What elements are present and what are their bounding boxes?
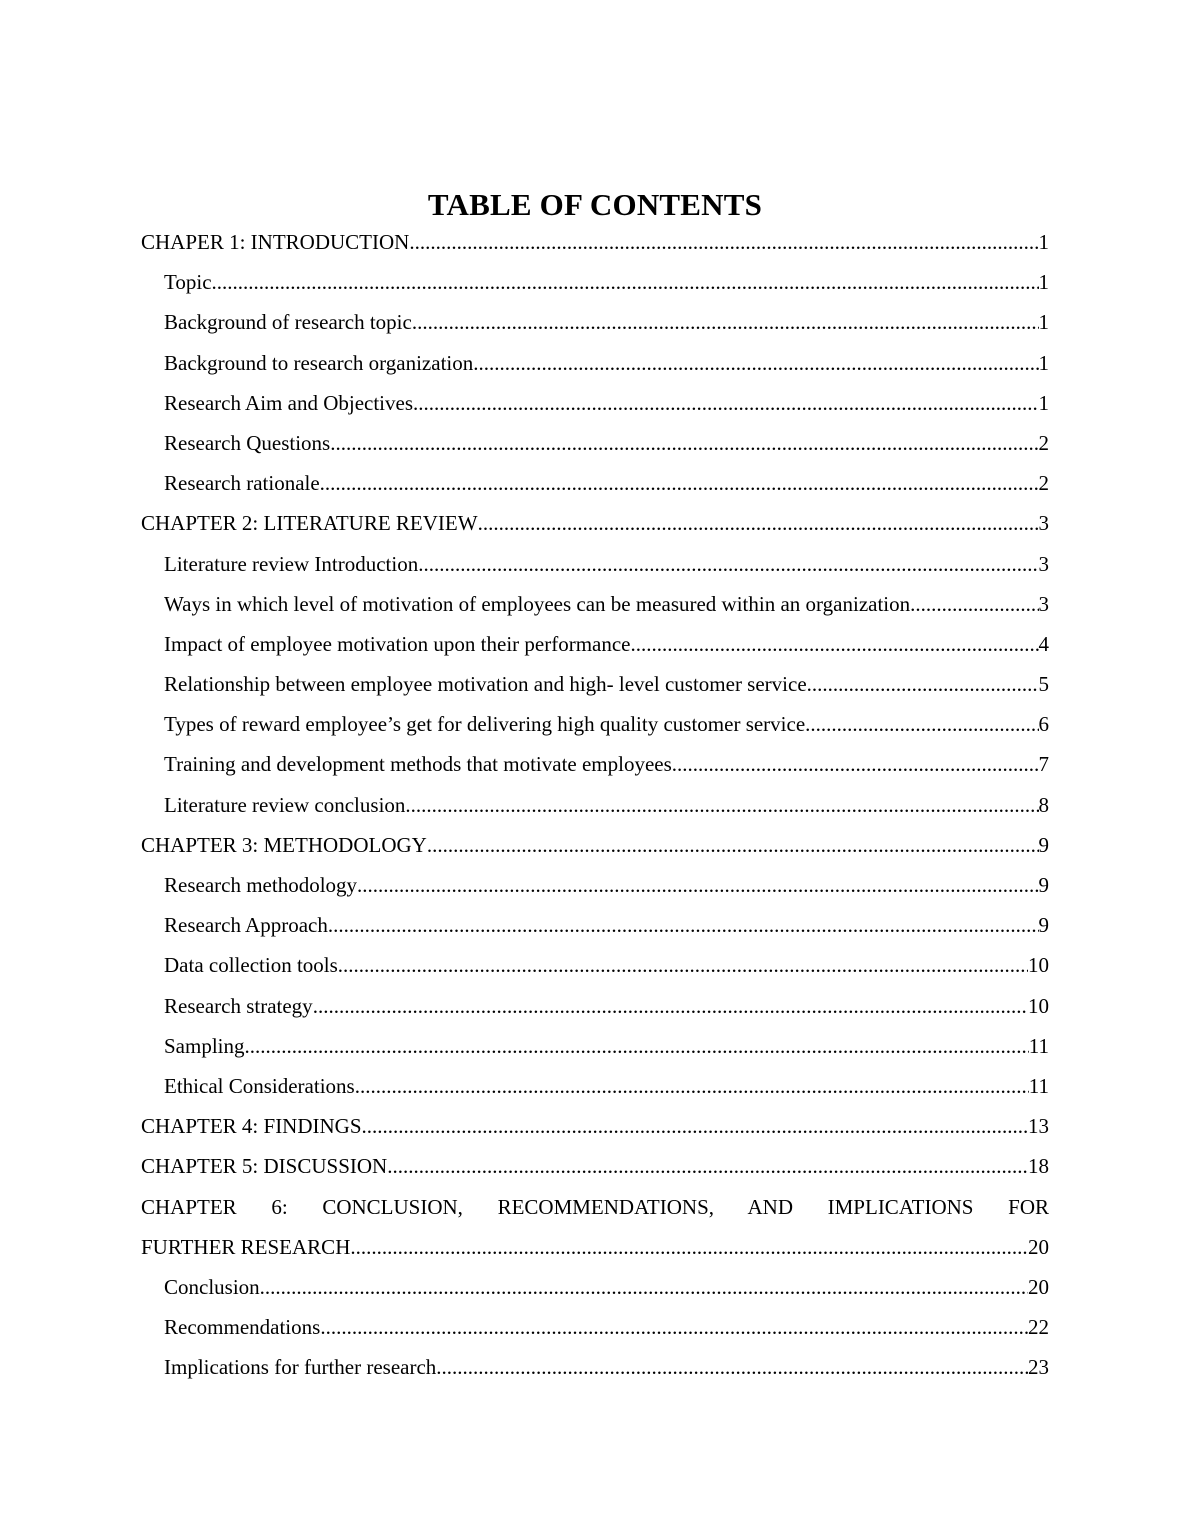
toc-entry-ethical-considerations[interactable] [141,1070,1049,1110]
dot-leader [338,949,1028,981]
toc-page-number: 20 [1028,1274,1049,1299]
dot-leader [260,1271,1028,1303]
toc-page-number: 1 [1038,270,1049,295]
toc-entry-research-methodology[interactable] [141,869,1049,909]
toc-entry-label: Literature review conclusion [164,792,406,817]
dot-leader [245,1030,1029,1062]
toc-entry-label: Types of reward employee’s get for delivering high quality customer service [164,712,806,737]
toc-entry-label: Impact of employee motivation upon their performance [164,631,631,656]
dot-leader [418,548,1038,580]
toc-entry-background-organization[interactable] [141,347,1049,387]
toc-entry-label: Research strategy [164,993,313,1018]
toc-entry-label: Implications for further research [164,1355,437,1380]
toc-page-number: 2 [1038,430,1049,455]
toc-entry-chapter-1[interactable] [141,226,1049,266]
toc-page-number: 1 [1038,310,1049,335]
dot-leader [807,668,1039,700]
toc-page-number: 1 [1038,350,1049,375]
toc-entry-chapter-6-line-2[interactable] [141,1231,1049,1271]
table-of-contents [141,226,1049,1391]
toc-page-number: 11 [1028,1073,1049,1098]
dot-leader [436,1351,1028,1383]
dot-leader [212,266,1039,298]
toc-entry-topic[interactable] [141,266,1049,306]
toc-entry-research-strategy[interactable] [141,990,1049,1030]
toc-entry-label: Recommendations [164,1315,321,1340]
dot-leader [409,226,1038,258]
toc-entry-label: CHAPTER 2: LITERATURE REVIEW [141,511,478,536]
toc-page-number: 1 [1038,390,1049,415]
toc-entry-label: Training and development methods that motivate employees [164,752,672,777]
dot-leader [910,588,1038,620]
toc-entry-label: Ethical Considerations [164,1073,355,1098]
toc-entry-training-methods[interactable] [141,748,1049,788]
toc-entry-label: FURTHER RESEARCH [141,1234,351,1259]
dot-leader [355,1070,1029,1102]
toc-page-number: 10 [1028,993,1049,1018]
toc-entry-label: Ways in which level of motivation of employees can be measured within an organization [164,591,911,616]
dot-leader [473,347,1038,379]
toc-page-number: 13 [1028,1114,1049,1139]
toc-entry-label: Literature review Introduction [164,551,419,576]
toc-entry-label: Background to research organization [164,350,474,375]
dot-leader [320,467,1039,499]
toc-entry-motivation-impact[interactable] [141,628,1049,668]
dot-leader [330,427,1038,459]
toc-entry-research-approach[interactable] [141,909,1049,949]
toc-entry-label: Sampling [164,1033,245,1058]
toc-entry-label: CHAPTER 3: METHODOLOGY [141,832,427,857]
dot-leader [427,829,1039,861]
toc-entry-literature-conclusion[interactable] [141,789,1049,829]
toc-page-number: 5 [1038,672,1049,697]
toc-page-number: 4 [1038,631,1049,656]
toc-page-number: 22 [1028,1315,1049,1340]
toc-entry-label: CHAPTER 4: FINDINGS [141,1114,362,1139]
toc-page-number: 9 [1038,873,1049,897]
toc-entry-label: Research Aim and Objectives [164,390,414,415]
toc-entry-reward-types[interactable] [141,708,1049,748]
toc-page-number: 8 [1038,792,1049,817]
toc-entry-research-rationale[interactable] [141,467,1049,507]
toc-page-number: 6 [1038,712,1049,737]
toc-entry-label: Research rationale [164,471,320,496]
toc-entry-label: Topic [164,270,212,295]
toc-page-number: 23 [1028,1355,1049,1380]
toc-entry-aim-objectives[interactable] [141,387,1049,427]
toc-entry-label: Relationship between employee motivation and high- level customer service [164,672,807,697]
toc-page-number: 3 [1038,591,1049,616]
toc-page-number: 10 [1028,953,1049,978]
toc-entry-label: Data collection tools [164,953,338,978]
dot-leader [412,306,1039,338]
dot-leader [672,748,1039,780]
toc-page-number: 7 [1038,752,1049,777]
toc-entry-chapter-2[interactable] [141,507,1049,547]
dot-leader [313,990,1028,1022]
toc-page-number: 11 [1028,1033,1049,1058]
toc-entry-chapter-6-line-1[interactable]: CHAPTER 6: CONCLUSION, RECOMMENDATIONS, AND IMPLICATIONS FOR [141,1194,1049,1219]
toc-entry-chapter-5[interactable] [141,1150,1049,1190]
toc-entry-recommendations[interactable] [141,1311,1049,1351]
toc-entry-label: Research Questions [164,430,331,455]
toc-entry-motivation-service[interactable] [141,668,1049,708]
toc-entry-label: Background of research topic [164,310,412,335]
toc-page-number: 3 [1038,551,1049,576]
dot-leader [362,1110,1028,1142]
dot-leader [387,1150,1028,1182]
toc-entry-label: Research methodology [164,873,358,897]
toc-entry-chapter-4[interactable] [141,1110,1049,1150]
toc-page-number: 20 [1028,1234,1049,1259]
toc-page-number: 2 [1038,471,1049,496]
dot-leader [320,1311,1028,1343]
toc-page-number: 18 [1028,1154,1049,1179]
dot-leader [805,708,1038,740]
toc-entry-chapter-3[interactable] [141,829,1049,869]
toc-entry-motivation-measured[interactable] [141,588,1049,628]
toc-entry-research-questions[interactable] [141,427,1049,467]
dot-leader [357,869,1038,901]
dot-leader [405,789,1038,821]
dot-leader [328,909,1039,941]
toc-entry-background-topic[interactable] [141,306,1049,346]
toc-entry-label: Research Approach [164,913,328,938]
toc-entry-conclusion[interactable] [141,1271,1049,1311]
toc-entry-label: CHAPTER 5: DISCUSSION [141,1154,388,1179]
toc-page-number: 1 [1038,230,1049,254]
toc-entry-sampling[interactable] [141,1030,1049,1070]
page-title: TABLE OF CONTENTS [427,187,763,222]
toc-page-number: 3 [1038,511,1049,536]
toc-entry-label: CHAPER 1: INTRODUCTION [141,230,410,254]
toc-entry-implications[interactable] [141,1351,1049,1391]
dot-leader [478,507,1039,539]
toc-entry-data-collection[interactable] [141,949,1049,989]
toc-page-number: 9 [1038,913,1049,938]
toc-entry-label: Conclusion [164,1274,260,1299]
toc-page-number: 9 [1038,832,1049,857]
dot-leader [413,387,1038,419]
dot-leader [350,1231,1028,1263]
dot-leader [631,628,1039,660]
toc-entry-literature-intro[interactable] [141,548,1049,588]
